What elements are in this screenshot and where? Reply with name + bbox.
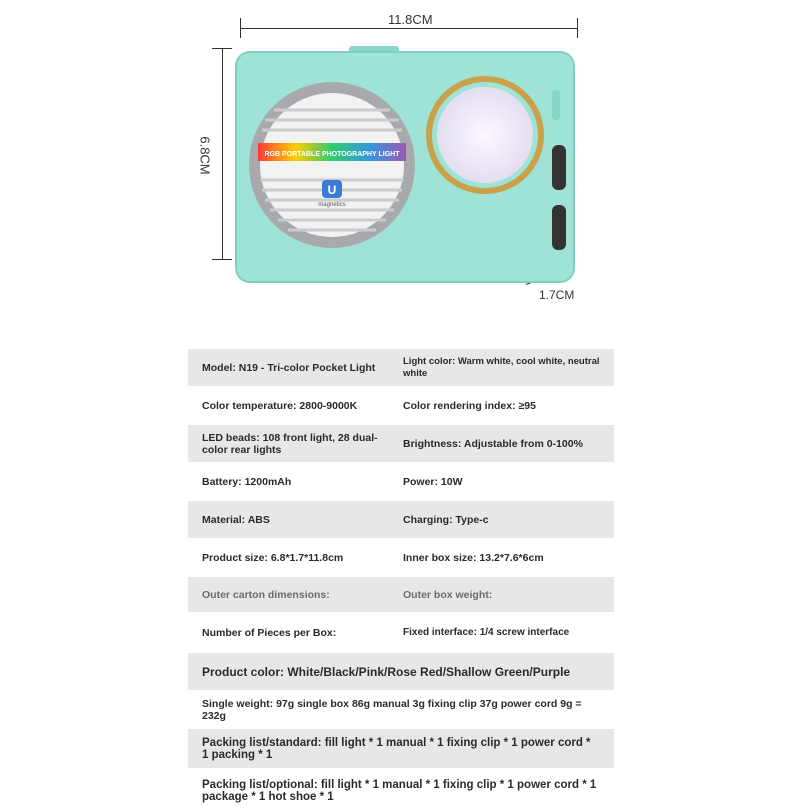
spec-product-color: Product color: White/Black/Pink/Rose Red/Shallow Green/Purple: [202, 664, 571, 679]
brand-name: magnetics: [318, 202, 346, 208]
spec-inner-box-size: Inner box size: 13.2*7.6*6cm: [403, 551, 544, 564]
spec-pieces-per-box: Number of Pieces per Box:: [202, 626, 337, 639]
depth-label: 1.7CM: [539, 288, 575, 302]
spec-row: [188, 690, 614, 728]
spec-row: [188, 386, 614, 424]
spec-row: [188, 424, 614, 462]
spec-led-beads: LED beads: 108 front light, 28 dual-color rear lights: [202, 431, 378, 456]
spec-row: [188, 538, 614, 576]
height-label: 6.8CM: [197, 136, 213, 175]
svg-text:U: U: [327, 183, 337, 197]
spec-row: [188, 612, 614, 652]
spec-table: [188, 348, 614, 812]
spec-packing-standard: Packing list/standard: fill light * 1 manual * 1 fixing clip * 1 power cord * 1 packing * 1: [202, 736, 591, 761]
width-label: 11.8CM: [388, 12, 433, 27]
spec-fixed-interface: Fixed interface: 1/4 screw interface: [403, 626, 570, 638]
spec-product-size: Product size: 6.8*1.7*11.8cm: [202, 551, 344, 564]
dial-bottom: [552, 205, 566, 250]
spec-packing-optional: Packing list/optional: fill light * 1 manual * 1 fixing clip * 1 power cord * 1 package * 1 hot shoe * 1: [202, 778, 597, 803]
spec-row: [188, 576, 614, 612]
spec-brightness: Brightness: Adjustable from 0-100%: [403, 437, 583, 450]
spec-color-temperature: Color temperature: 2800-9000K: [202, 399, 358, 412]
spec-battery: Battery: 1200mAh: [202, 475, 292, 488]
side-button: [552, 90, 560, 120]
band-text: RGB PORTABLE PHOTOGRAPHY LIGHT: [264, 151, 400, 158]
spec-row: [188, 500, 614, 538]
spec-outer-carton: Outer carton dimensions:: [202, 588, 330, 601]
spec-single-weight: Single weight: 97g single box 86g manual 3g fixing clip 37g power cord 9g = 232g: [202, 697, 582, 722]
spec-outer-box-weight: Outer box weight:: [403, 588, 493, 601]
spec-row: [188, 652, 614, 690]
spec-model: Model: N19 - Tri-color Pocket Light: [202, 361, 376, 374]
product-image: [0, 0, 800, 300]
dial-top: [552, 145, 566, 190]
spec-material: Material: ABS: [202, 513, 270, 526]
spec-row: [188, 348, 614, 386]
spec-power: Power: 10W: [403, 475, 463, 488]
spec-cri: Color rendering index: ≥95: [403, 399, 536, 412]
spec-row: [188, 462, 614, 500]
spec-charging: Charging: Type-c: [403, 513, 489, 526]
spec-row: [188, 728, 614, 768]
spec-row: [188, 768, 614, 812]
spec-light-color: Light color: Warm white, cool white, neutral white: [403, 355, 600, 379]
